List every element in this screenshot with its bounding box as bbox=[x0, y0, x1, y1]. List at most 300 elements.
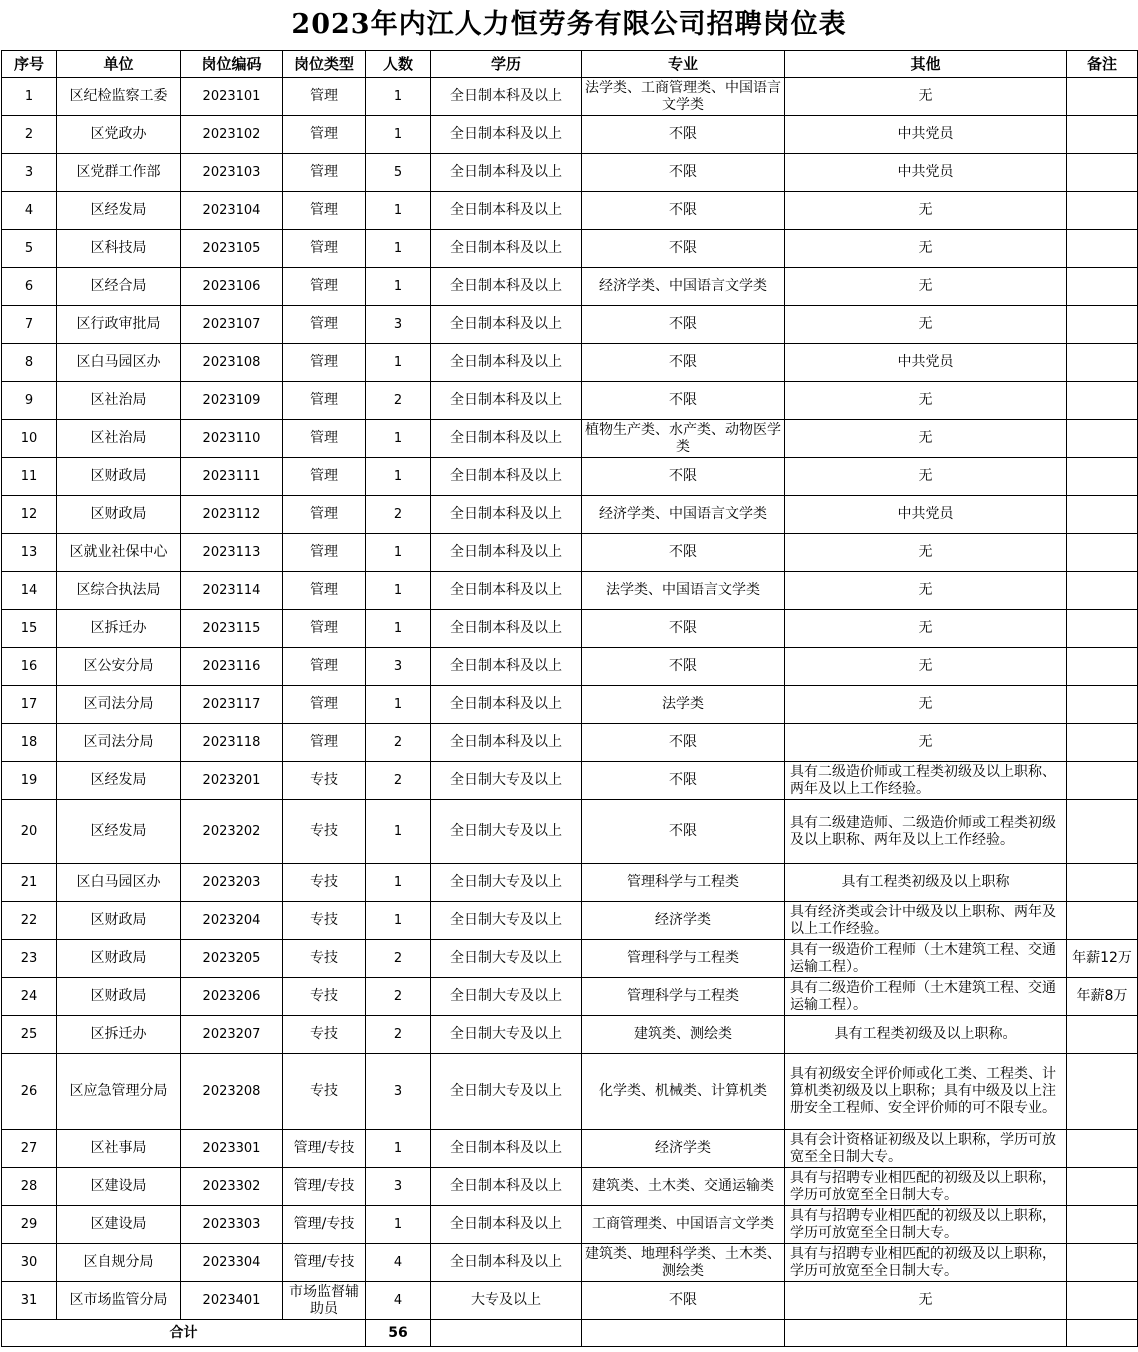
row-index: 17 bbox=[2, 686, 57, 724]
row-remark bbox=[1067, 1206, 1138, 1244]
row-index: 25 bbox=[2, 1016, 57, 1054]
row-major: 不限 bbox=[582, 306, 785, 344]
row-education: 全日制本科及以上 bbox=[431, 572, 582, 610]
row-major: 不限 bbox=[582, 648, 785, 686]
row-education: 全日制本科及以上 bbox=[431, 1244, 582, 1282]
row-education: 全日制大专及以上 bbox=[431, 978, 582, 1016]
row-other: 无 bbox=[785, 420, 1067, 458]
row-major: 建筑类、地理科学类、土木类、测绘类 bbox=[582, 1244, 785, 1282]
row-count: 3 bbox=[366, 1168, 431, 1206]
row-code: 2023101 bbox=[181, 78, 283, 116]
row-index: 16 bbox=[2, 648, 57, 686]
row-major: 不限 bbox=[582, 344, 785, 382]
row-other: 具有会计资格证初级及以上职称，学历可放宽至全日制大专。 bbox=[785, 1130, 1067, 1168]
row-remark bbox=[1067, 78, 1138, 116]
row-other: 具有与招聘专业相匹配的初级及以上职称，学历可放宽至全日制大专。 bbox=[785, 1206, 1067, 1244]
row-index: 30 bbox=[2, 1244, 57, 1282]
row-index: 11 bbox=[2, 458, 57, 496]
row-unit: 区就业社保中心 bbox=[57, 534, 181, 572]
row-remark bbox=[1067, 1282, 1138, 1320]
row-major: 植物生产类、水产类、动物医学类 bbox=[582, 420, 785, 458]
row-type: 专技 bbox=[283, 978, 366, 1016]
row-remark bbox=[1067, 192, 1138, 230]
table-row bbox=[2, 800, 1138, 864]
row-index: 20 bbox=[2, 800, 57, 864]
row-other: 具有初级安全评价师或化工类、工程类、计算机类初级及以上职称；具有中级及以上注册安全工程师、安全评价师的可不限专业。 bbox=[785, 1054, 1067, 1130]
table-row bbox=[2, 192, 1138, 230]
row-other: 无 bbox=[785, 572, 1067, 610]
row-index: 19 bbox=[2, 762, 57, 800]
row-remark bbox=[1067, 1244, 1138, 1282]
row-count: 2 bbox=[366, 382, 431, 420]
row-type: 管理 bbox=[283, 572, 366, 610]
row-type: 专技 bbox=[283, 902, 366, 940]
row-code: 2023112 bbox=[181, 496, 283, 534]
row-unit: 区白马园区办 bbox=[57, 864, 181, 902]
row-unit: 区社治局 bbox=[57, 420, 181, 458]
row-count: 1 bbox=[366, 864, 431, 902]
table-row bbox=[2, 116, 1138, 154]
table-row bbox=[2, 1282, 1138, 1320]
header-row bbox=[2, 51, 1138, 78]
row-remark bbox=[1067, 458, 1138, 496]
row-major: 管理科学与工程类 bbox=[582, 864, 785, 902]
row-index: 28 bbox=[2, 1168, 57, 1206]
table-row bbox=[2, 902, 1138, 940]
table-body bbox=[2, 78, 1138, 1320]
table-row bbox=[2, 610, 1138, 648]
row-code: 2023115 bbox=[181, 610, 283, 648]
header-cell: 其他 bbox=[785, 51, 1067, 78]
row-type: 管理 bbox=[283, 230, 366, 268]
table-row bbox=[2, 420, 1138, 458]
row-other: 无 bbox=[785, 306, 1067, 344]
row-code: 2023109 bbox=[181, 382, 283, 420]
row-count: 1 bbox=[366, 268, 431, 306]
row-count: 1 bbox=[366, 116, 431, 154]
row-count: 4 bbox=[366, 1244, 431, 1282]
table-row bbox=[2, 1168, 1138, 1206]
row-unit: 区社治局 bbox=[57, 382, 181, 420]
row-remark bbox=[1067, 610, 1138, 648]
row-remark bbox=[1067, 572, 1138, 610]
row-major: 经济学类 bbox=[582, 1130, 785, 1168]
table-row bbox=[2, 534, 1138, 572]
row-type: 专技 bbox=[283, 762, 366, 800]
row-index: 3 bbox=[2, 154, 57, 192]
row-unit: 区应急管理分局 bbox=[57, 1054, 181, 1130]
row-remark bbox=[1067, 420, 1138, 458]
row-count: 1 bbox=[366, 1130, 431, 1168]
row-index: 18 bbox=[2, 724, 57, 762]
row-unit: 区拆迁办 bbox=[57, 1016, 181, 1054]
table-row bbox=[2, 572, 1138, 610]
table-row bbox=[2, 1244, 1138, 1282]
row-count: 1 bbox=[366, 344, 431, 382]
row-education: 全日制大专及以上 bbox=[431, 940, 582, 978]
header-cell: 单位 bbox=[57, 51, 181, 78]
row-index: 22 bbox=[2, 902, 57, 940]
row-other: 中共党员 bbox=[785, 496, 1067, 534]
row-type: 管理 bbox=[283, 306, 366, 344]
row-remark bbox=[1067, 268, 1138, 306]
row-type: 管理 bbox=[283, 192, 366, 230]
row-remark bbox=[1067, 1016, 1138, 1054]
row-other: 具有二级造价工程师（土木建筑工程、交通运输工程）。 bbox=[785, 978, 1067, 1016]
row-index: 21 bbox=[2, 864, 57, 902]
row-other: 具有经济类或会计中级及以上职称、两年及以上工作经验。 bbox=[785, 902, 1067, 940]
row-other: 无 bbox=[785, 382, 1067, 420]
row-other: 具有工程类初级及以上职称。 bbox=[785, 1016, 1067, 1054]
row-remark bbox=[1067, 344, 1138, 382]
row-unit: 区财政局 bbox=[57, 902, 181, 940]
table-row bbox=[2, 978, 1138, 1016]
row-remark: 年薪8万 bbox=[1067, 978, 1138, 1016]
header-cell: 备注 bbox=[1067, 51, 1138, 78]
row-education: 全日制本科及以上 bbox=[431, 724, 582, 762]
row-count: 3 bbox=[366, 648, 431, 686]
row-major: 不限 bbox=[582, 382, 785, 420]
row-index: 23 bbox=[2, 940, 57, 978]
row-major: 管理科学与工程类 bbox=[582, 940, 785, 978]
row-other: 无 bbox=[785, 724, 1067, 762]
row-code: 2023116 bbox=[181, 648, 283, 686]
row-count: 1 bbox=[366, 902, 431, 940]
row-type: 管理 bbox=[283, 496, 366, 534]
table-row bbox=[2, 78, 1138, 116]
row-count: 2 bbox=[366, 940, 431, 978]
row-count: 2 bbox=[366, 496, 431, 534]
row-code: 2023208 bbox=[181, 1054, 283, 1130]
row-type: 管理/专技 bbox=[283, 1130, 366, 1168]
row-type: 管理 bbox=[283, 154, 366, 192]
row-type: 市场监督辅助员 bbox=[283, 1282, 366, 1320]
row-count: 2 bbox=[366, 724, 431, 762]
row-major: 不限 bbox=[582, 230, 785, 268]
row-count: 1 bbox=[366, 458, 431, 496]
row-education: 全日制大专及以上 bbox=[431, 762, 582, 800]
recruitment-table bbox=[1, 50, 1138, 1347]
row-education: 全日制本科及以上 bbox=[431, 116, 582, 154]
row-other: 无 bbox=[785, 610, 1067, 648]
header-cell: 岗位类型 bbox=[283, 51, 366, 78]
row-major: 不限 bbox=[582, 1282, 785, 1320]
row-type: 管理 bbox=[283, 724, 366, 762]
row-remark bbox=[1067, 902, 1138, 940]
row-other: 具有与招聘专业相匹配的初级及以上职称，学历可放宽至全日制大专。 bbox=[785, 1244, 1067, 1282]
row-type: 管理 bbox=[283, 420, 366, 458]
row-education: 全日制本科及以上 bbox=[431, 230, 582, 268]
row-major: 不限 bbox=[582, 534, 785, 572]
row-remark bbox=[1067, 1054, 1138, 1130]
table-row bbox=[2, 724, 1138, 762]
row-other: 具有二级建造师、二级造价师或工程类初级及以上职称、两年及以上工作经验。 bbox=[785, 800, 1067, 864]
row-count: 5 bbox=[366, 154, 431, 192]
row-unit: 区司法分局 bbox=[57, 724, 181, 762]
row-major: 不限 bbox=[582, 192, 785, 230]
row-major: 不限 bbox=[582, 724, 785, 762]
table-row bbox=[2, 1206, 1138, 1244]
table-row bbox=[2, 1130, 1138, 1168]
row-unit: 区自规分局 bbox=[57, 1244, 181, 1282]
row-other: 无 bbox=[785, 1282, 1067, 1320]
row-index: 4 bbox=[2, 192, 57, 230]
row-unit: 区白马园区办 bbox=[57, 344, 181, 382]
row-other: 无 bbox=[785, 534, 1067, 572]
row-unit: 区综合执法局 bbox=[57, 572, 181, 610]
row-count: 1 bbox=[366, 800, 431, 864]
row-education: 全日制本科及以上 bbox=[431, 268, 582, 306]
row-major: 不限 bbox=[582, 762, 785, 800]
row-education: 全日制本科及以上 bbox=[431, 306, 582, 344]
row-major: 经济学类、中国语言文学类 bbox=[582, 496, 785, 534]
table-row bbox=[2, 382, 1138, 420]
row-major: 不限 bbox=[582, 154, 785, 192]
row-remark bbox=[1067, 1168, 1138, 1206]
table-row bbox=[2, 1016, 1138, 1054]
row-type: 管理 bbox=[283, 686, 366, 724]
row-education: 全日制本科及以上 bbox=[431, 382, 582, 420]
row-education: 全日制本科及以上 bbox=[431, 458, 582, 496]
row-other: 无 bbox=[785, 78, 1067, 116]
row-code: 2023302 bbox=[181, 1168, 283, 1206]
row-other: 无 bbox=[785, 192, 1067, 230]
row-unit: 区建设局 bbox=[57, 1206, 181, 1244]
row-unit: 区经发局 bbox=[57, 192, 181, 230]
row-count: 1 bbox=[366, 230, 431, 268]
row-unit: 区财政局 bbox=[57, 978, 181, 1016]
table-row bbox=[2, 762, 1138, 800]
row-education: 全日制大专及以上 bbox=[431, 902, 582, 940]
empty-cell bbox=[1067, 1320, 1138, 1347]
row-code: 2023204 bbox=[181, 902, 283, 940]
row-type: 管理/专技 bbox=[283, 1206, 366, 1244]
row-code: 2023102 bbox=[181, 116, 283, 154]
row-education: 大专及以上 bbox=[431, 1282, 582, 1320]
row-count: 2 bbox=[366, 978, 431, 1016]
row-remark bbox=[1067, 864, 1138, 902]
row-index: 7 bbox=[2, 306, 57, 344]
row-code: 2023111 bbox=[181, 458, 283, 496]
row-remark bbox=[1067, 762, 1138, 800]
row-remark bbox=[1067, 1130, 1138, 1168]
row-index: 26 bbox=[2, 1054, 57, 1130]
row-other: 中共党员 bbox=[785, 154, 1067, 192]
row-code: 2023114 bbox=[181, 572, 283, 610]
table-row bbox=[2, 230, 1138, 268]
row-education: 全日制本科及以上 bbox=[431, 78, 582, 116]
row-major: 工商管理类、中国语言文学类 bbox=[582, 1206, 785, 1244]
row-code: 2023107 bbox=[181, 306, 283, 344]
row-count: 1 bbox=[366, 572, 431, 610]
row-other: 中共党员 bbox=[785, 344, 1067, 382]
row-type: 管理 bbox=[283, 648, 366, 686]
row-index: 12 bbox=[2, 496, 57, 534]
row-remark bbox=[1067, 534, 1138, 572]
row-index: 6 bbox=[2, 268, 57, 306]
row-other: 无 bbox=[785, 458, 1067, 496]
row-type: 管理 bbox=[283, 116, 366, 154]
row-remark: 年薪12万 bbox=[1067, 940, 1138, 978]
row-unit: 区科技局 bbox=[57, 230, 181, 268]
total-count: 56 bbox=[366, 1320, 431, 1347]
row-count: 2 bbox=[366, 762, 431, 800]
row-education: 全日制本科及以上 bbox=[431, 192, 582, 230]
row-code: 2023106 bbox=[181, 268, 283, 306]
row-education: 全日制本科及以上 bbox=[431, 610, 582, 648]
row-education: 全日制大专及以上 bbox=[431, 864, 582, 902]
row-major: 经济学类、中国语言文学类 bbox=[582, 268, 785, 306]
row-unit: 区党群工作部 bbox=[57, 154, 181, 192]
row-other: 具有二级造价师或工程类初级及以上职称、两年及以上工作经验。 bbox=[785, 762, 1067, 800]
total-label: 合计 bbox=[2, 1320, 366, 1347]
row-code: 2023105 bbox=[181, 230, 283, 268]
row-count: 1 bbox=[366, 1206, 431, 1244]
row-major: 管理科学与工程类 bbox=[582, 978, 785, 1016]
header-cell: 专业 bbox=[582, 51, 785, 78]
row-major: 不限 bbox=[582, 610, 785, 648]
row-code: 2023401 bbox=[181, 1282, 283, 1320]
table-row bbox=[2, 940, 1138, 978]
row-major: 建筑类、测绘类 bbox=[582, 1016, 785, 1054]
row-code: 2023205 bbox=[181, 940, 283, 978]
row-unit: 区拆迁办 bbox=[57, 610, 181, 648]
row-unit: 区经发局 bbox=[57, 762, 181, 800]
row-remark bbox=[1067, 496, 1138, 534]
row-count: 1 bbox=[366, 420, 431, 458]
row-unit: 区经合局 bbox=[57, 268, 181, 306]
row-other: 无 bbox=[785, 268, 1067, 306]
empty-cell bbox=[785, 1320, 1067, 1347]
empty-cell bbox=[582, 1320, 785, 1347]
page-title: 2023年内江人力恒劳务有限公司招聘岗位表 bbox=[291, 9, 847, 40]
table-row bbox=[2, 1054, 1138, 1130]
row-index: 2 bbox=[2, 116, 57, 154]
row-count: 1 bbox=[366, 686, 431, 724]
row-index: 29 bbox=[2, 1206, 57, 1244]
row-unit: 区财政局 bbox=[57, 458, 181, 496]
table-row bbox=[2, 864, 1138, 902]
row-count: 1 bbox=[366, 78, 431, 116]
row-major: 法学类 bbox=[582, 686, 785, 724]
row-count: 3 bbox=[366, 1054, 431, 1130]
row-type: 管理 bbox=[283, 268, 366, 306]
table-row bbox=[2, 306, 1138, 344]
row-other: 具有与招聘专业相匹配的初级及以上职称，学历可放宽至全日制大专。 bbox=[785, 1168, 1067, 1206]
row-education: 全日制本科及以上 bbox=[431, 1206, 582, 1244]
row-type: 管理/专技 bbox=[283, 1168, 366, 1206]
row-type: 管理 bbox=[283, 534, 366, 572]
row-type: 专技 bbox=[283, 864, 366, 902]
row-code: 2023201 bbox=[181, 762, 283, 800]
table-row bbox=[2, 686, 1138, 724]
row-index: 15 bbox=[2, 610, 57, 648]
empty-cell bbox=[431, 1320, 582, 1347]
row-education: 全日制本科及以上 bbox=[431, 344, 582, 382]
row-type: 管理/专技 bbox=[283, 1244, 366, 1282]
row-code: 2023301 bbox=[181, 1130, 283, 1168]
row-count: 3 bbox=[366, 306, 431, 344]
row-other: 具有一级造价工程师（土木建筑工程、交通运输工程）。 bbox=[785, 940, 1067, 978]
row-code: 2023304 bbox=[181, 1244, 283, 1282]
row-education: 全日制本科及以上 bbox=[431, 534, 582, 572]
row-index: 13 bbox=[2, 534, 57, 572]
row-count: 2 bbox=[366, 1016, 431, 1054]
row-code: 2023117 bbox=[181, 686, 283, 724]
row-code: 2023202 bbox=[181, 800, 283, 864]
row-type: 管理 bbox=[283, 78, 366, 116]
row-index: 1 bbox=[2, 78, 57, 116]
header-cell: 学历 bbox=[431, 51, 582, 78]
row-education: 全日制本科及以上 bbox=[431, 686, 582, 724]
row-count: 1 bbox=[366, 534, 431, 572]
row-education: 全日制本科及以上 bbox=[431, 154, 582, 192]
row-type: 专技 bbox=[283, 1016, 366, 1054]
table-row bbox=[2, 496, 1138, 534]
row-unit: 区纪检监察工委 bbox=[57, 78, 181, 116]
row-education: 全日制大专及以上 bbox=[431, 1054, 582, 1130]
row-unit: 区社事局 bbox=[57, 1130, 181, 1168]
row-index: 31 bbox=[2, 1282, 57, 1320]
row-other: 无 bbox=[785, 686, 1067, 724]
row-other: 无 bbox=[785, 230, 1067, 268]
row-unit: 区建设局 bbox=[57, 1168, 181, 1206]
row-unit: 区公安分局 bbox=[57, 648, 181, 686]
row-index: 9 bbox=[2, 382, 57, 420]
row-education: 全日制大专及以上 bbox=[431, 800, 582, 864]
row-remark bbox=[1067, 800, 1138, 864]
row-index: 27 bbox=[2, 1130, 57, 1168]
row-remark bbox=[1067, 116, 1138, 154]
row-code: 2023113 bbox=[181, 534, 283, 572]
header-cell: 序号 bbox=[2, 51, 57, 78]
row-education: 全日制本科及以上 bbox=[431, 420, 582, 458]
row-major: 建筑类、土木类、交通运输类 bbox=[582, 1168, 785, 1206]
row-index: 10 bbox=[2, 420, 57, 458]
row-remark bbox=[1067, 230, 1138, 268]
row-other: 无 bbox=[785, 648, 1067, 686]
row-education: 全日制本科及以上 bbox=[431, 1130, 582, 1168]
row-code: 2023207 bbox=[181, 1016, 283, 1054]
row-major: 化学类、机械类、计算机类 bbox=[582, 1054, 785, 1130]
row-remark bbox=[1067, 306, 1138, 344]
row-major: 不限 bbox=[582, 458, 785, 496]
row-index: 14 bbox=[2, 572, 57, 610]
row-education: 全日制本科及以上 bbox=[431, 496, 582, 534]
row-index: 24 bbox=[2, 978, 57, 1016]
row-type: 专技 bbox=[283, 940, 366, 978]
table-row bbox=[2, 648, 1138, 686]
row-other: 中共党员 bbox=[785, 116, 1067, 154]
row-unit: 区党政办 bbox=[57, 116, 181, 154]
row-code: 2023108 bbox=[181, 344, 283, 382]
row-type: 专技 bbox=[283, 1054, 366, 1130]
row-count: 1 bbox=[366, 610, 431, 648]
row-code: 2023103 bbox=[181, 154, 283, 192]
row-remark bbox=[1067, 154, 1138, 192]
row-type: 管理 bbox=[283, 344, 366, 382]
row-unit: 区财政局 bbox=[57, 940, 181, 978]
row-count: 1 bbox=[366, 192, 431, 230]
row-type: 管理 bbox=[283, 382, 366, 420]
row-major: 经济学类 bbox=[582, 902, 785, 940]
row-count: 4 bbox=[366, 1282, 431, 1320]
header-cell: 人数 bbox=[366, 51, 431, 78]
row-code: 2023110 bbox=[181, 420, 283, 458]
row-unit: 区经发局 bbox=[57, 800, 181, 864]
table-row bbox=[2, 154, 1138, 192]
row-index: 8 bbox=[2, 344, 57, 382]
